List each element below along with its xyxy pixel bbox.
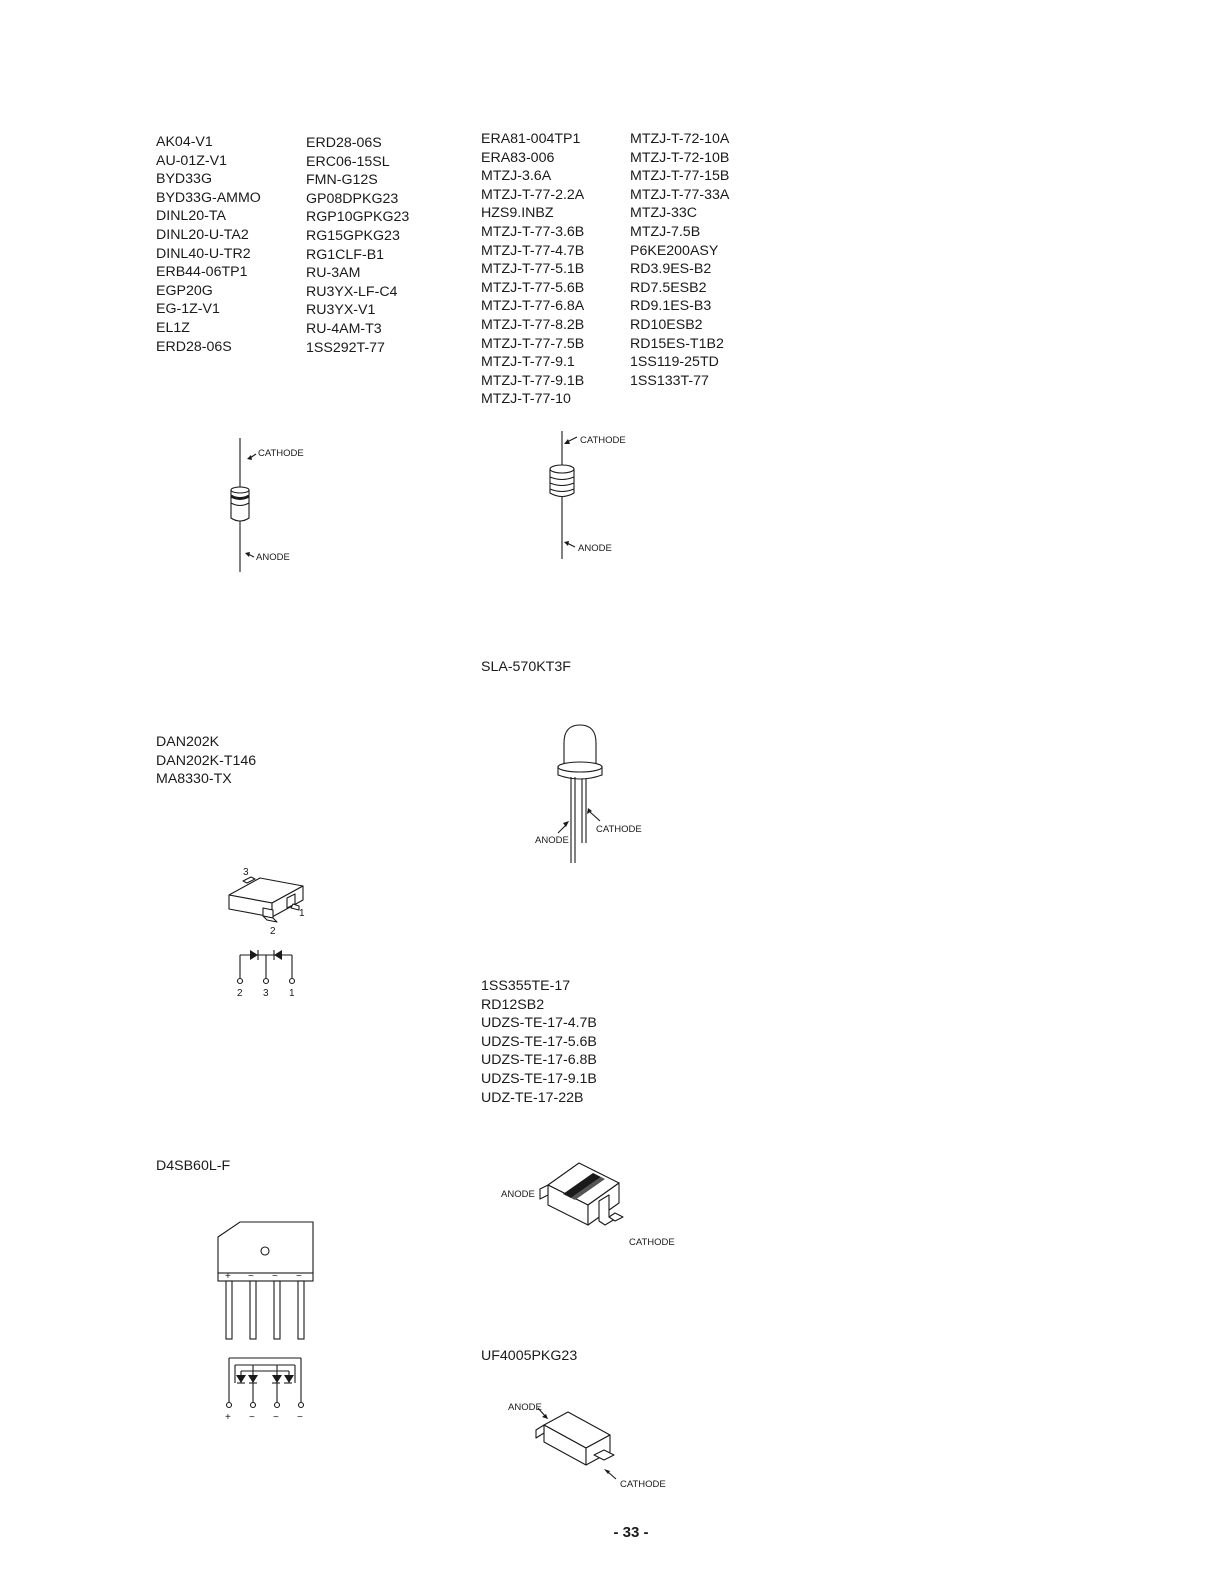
part-number: MTZJ-33C [630, 205, 697, 222]
part-number: RD7.5ESB2 [630, 279, 707, 296]
part-number: BYD33G-AMMO [156, 189, 261, 206]
part-list-smd-flat [481, 1347, 577, 1366]
bridge-rectifier-drawing [210, 1215, 325, 1425]
cathode-label: CATHODE [620, 1479, 666, 1490]
smd-zener-drawing [495, 1155, 685, 1255]
anode-label: ANODE [578, 543, 612, 554]
part-number: ERD28-06S [156, 338, 232, 355]
part-number: MTZJ-7.5B [630, 223, 701, 240]
part-number: ERC06-15SL [306, 153, 390, 170]
ac-label: ~ [249, 1412, 255, 1423]
part-number: DAN202K-T146 [156, 752, 257, 769]
plus-label: + [225, 1412, 231, 1423]
sot-dual-diode-drawing [215, 860, 325, 1005]
part-number: MTZJ-T-77-10 [481, 391, 571, 408]
part-number: RD9.1ES-B3 [630, 298, 712, 315]
part-number: MTZJ-T-77-9.1 [481, 354, 575, 371]
part-number: RGP10GPKG23 [306, 209, 410, 226]
axial-diode-drawing-b [520, 425, 660, 570]
ac-label: ~ [272, 1271, 278, 1282]
part-number: UDZS-TE-17-9.1B [481, 1070, 597, 1087]
part-number: 1SS292T-77 [306, 339, 385, 356]
part-number: RG15GPKG23 [306, 227, 400, 244]
part-list-axial-b-col1 [481, 130, 584, 409]
part-number: RU-4AM-T3 [306, 320, 382, 337]
smd-flat-diode-drawing [500, 1395, 680, 1495]
pin-3-label: 3 [263, 988, 269, 999]
part-number: DINL20-TA [156, 208, 226, 225]
pin-3-label: 3 [243, 867, 249, 878]
part-number: MTZJ-T-72-10A [630, 131, 730, 147]
part-number: MTZJ-T-77-9.1B [481, 372, 585, 389]
part-number: MTZJ-T-77-6.8A [481, 298, 585, 315]
part-number: FMN-G12S [306, 172, 378, 189]
pin-2-label: 2 [270, 926, 276, 937]
part-number: MTZJ-T-72-10B [630, 149, 730, 166]
part-number: RG1CLF-B1 [306, 246, 385, 263]
part-number: AK04-V1 [156, 134, 213, 150]
part-number: DINL40-U-TR2 [156, 245, 251, 262]
part-number: 1SS355TE-17 [481, 978, 571, 994]
cathode-label: CATHODE [580, 435, 626, 446]
part-number: EL1Z [156, 319, 190, 336]
anode-label: ANODE [508, 1402, 542, 1413]
part-number: MTZJ-T-77-8.2B [481, 316, 585, 333]
part-number: MTZJ-3.6A [481, 168, 552, 185]
part-list-axial-a-col1 [156, 133, 261, 356]
ac-label: ~ [273, 1412, 279, 1423]
part-number: RU3YX-V1 [306, 302, 376, 319]
part-number: UDZS-TE-17-6.8B [481, 1052, 597, 1069]
part-number: RD12SB2 [481, 996, 545, 1013]
part-number: 1SS119-25TD [630, 354, 719, 371]
part-number: ERB44-06TP1 [156, 264, 248, 281]
cathode-label: CATHODE [629, 1237, 675, 1248]
part-number: MTZJ-T-77-3.6B [481, 223, 585, 240]
part-number: MTZJ-T-77-15B [630, 168, 730, 185]
pin-1-label: 1 [299, 908, 305, 919]
part-number: RU3YX-LF-C4 [306, 283, 398, 300]
ac-label: ~ [248, 1271, 254, 1282]
part-number: BYD33G [156, 171, 212, 188]
part-number: EG-1Z-V1 [156, 301, 220, 318]
anode-label: ANODE [256, 552, 290, 563]
page-number: - 33 - [613, 1524, 649, 1541]
part-number: MTZJ-T-77-7.5B [481, 335, 585, 352]
part-number: MTZJ-T-77-2.2A [481, 186, 585, 203]
part-number: MTZJ-T-77-5.1B [481, 261, 585, 278]
part-number: SLA-570KT3F [481, 659, 571, 675]
axial-diode-drawing-a [200, 430, 340, 580]
part-list-axial-a-col2 [306, 134, 409, 357]
part-number: DINL20-U-TA2 [156, 226, 249, 243]
cathode-label: CATHODE [258, 448, 304, 459]
part-list-led [481, 658, 571, 677]
part-number: MTZJ-T-77-4.7B [481, 242, 585, 259]
part-number: RD15ES-T1B2 [630, 335, 724, 352]
minus-label: − [296, 1271, 302, 1282]
part-number: UF4005PKG23 [481, 1348, 578, 1364]
part-number: RU-3AM [306, 265, 361, 282]
led-drawing [520, 715, 660, 870]
part-number: P6KE200ASY [630, 242, 719, 259]
plus-label: + [225, 1271, 231, 1282]
part-number: RD10ESB2 [630, 316, 703, 333]
part-number: ERD28-06S [306, 135, 382, 151]
pin-1-label: 1 [289, 988, 295, 999]
part-number: UDZS-TE-17-4.7B [481, 1015, 597, 1032]
part-number: UDZ-TE-17-22B [481, 1089, 584, 1106]
part-number: AU-01Z-V1 [156, 152, 227, 169]
part-number: ERA83-006 [481, 149, 555, 166]
part-number: RD3.9ES-B2 [630, 261, 712, 278]
part-number: D4SB60L-F [156, 1158, 231, 1174]
part-number: GP08DPKG23 [306, 190, 399, 207]
part-number: MTZJ-T-77-5.6B [481, 279, 585, 296]
minus-label: − [297, 1412, 303, 1423]
part-number: EGP20G [156, 282, 213, 299]
anode-label: ANODE [535, 835, 569, 846]
pin-2-label: 2 [237, 988, 243, 999]
part-list-axial-b-col2 [630, 130, 729, 390]
part-list-smd-zener [481, 977, 597, 1107]
part-number: HZS9.INBZ [481, 205, 554, 222]
anode-label: ANODE [501, 1189, 535, 1200]
part-number: MTZJ-T-77-33A [630, 186, 730, 203]
part-list-bridge [156, 1157, 230, 1176]
part-number: DAN202K [156, 734, 220, 750]
part-number: MA8330-TX [156, 771, 232, 788]
part-number: UDZS-TE-17-5.6B [481, 1033, 597, 1050]
part-number: ERA81-004TP1 [481, 131, 581, 147]
cathode-label: CATHODE [596, 824, 642, 835]
part-list-sot-dual [156, 733, 256, 789]
part-number: 1SS133T-77 [630, 372, 709, 389]
